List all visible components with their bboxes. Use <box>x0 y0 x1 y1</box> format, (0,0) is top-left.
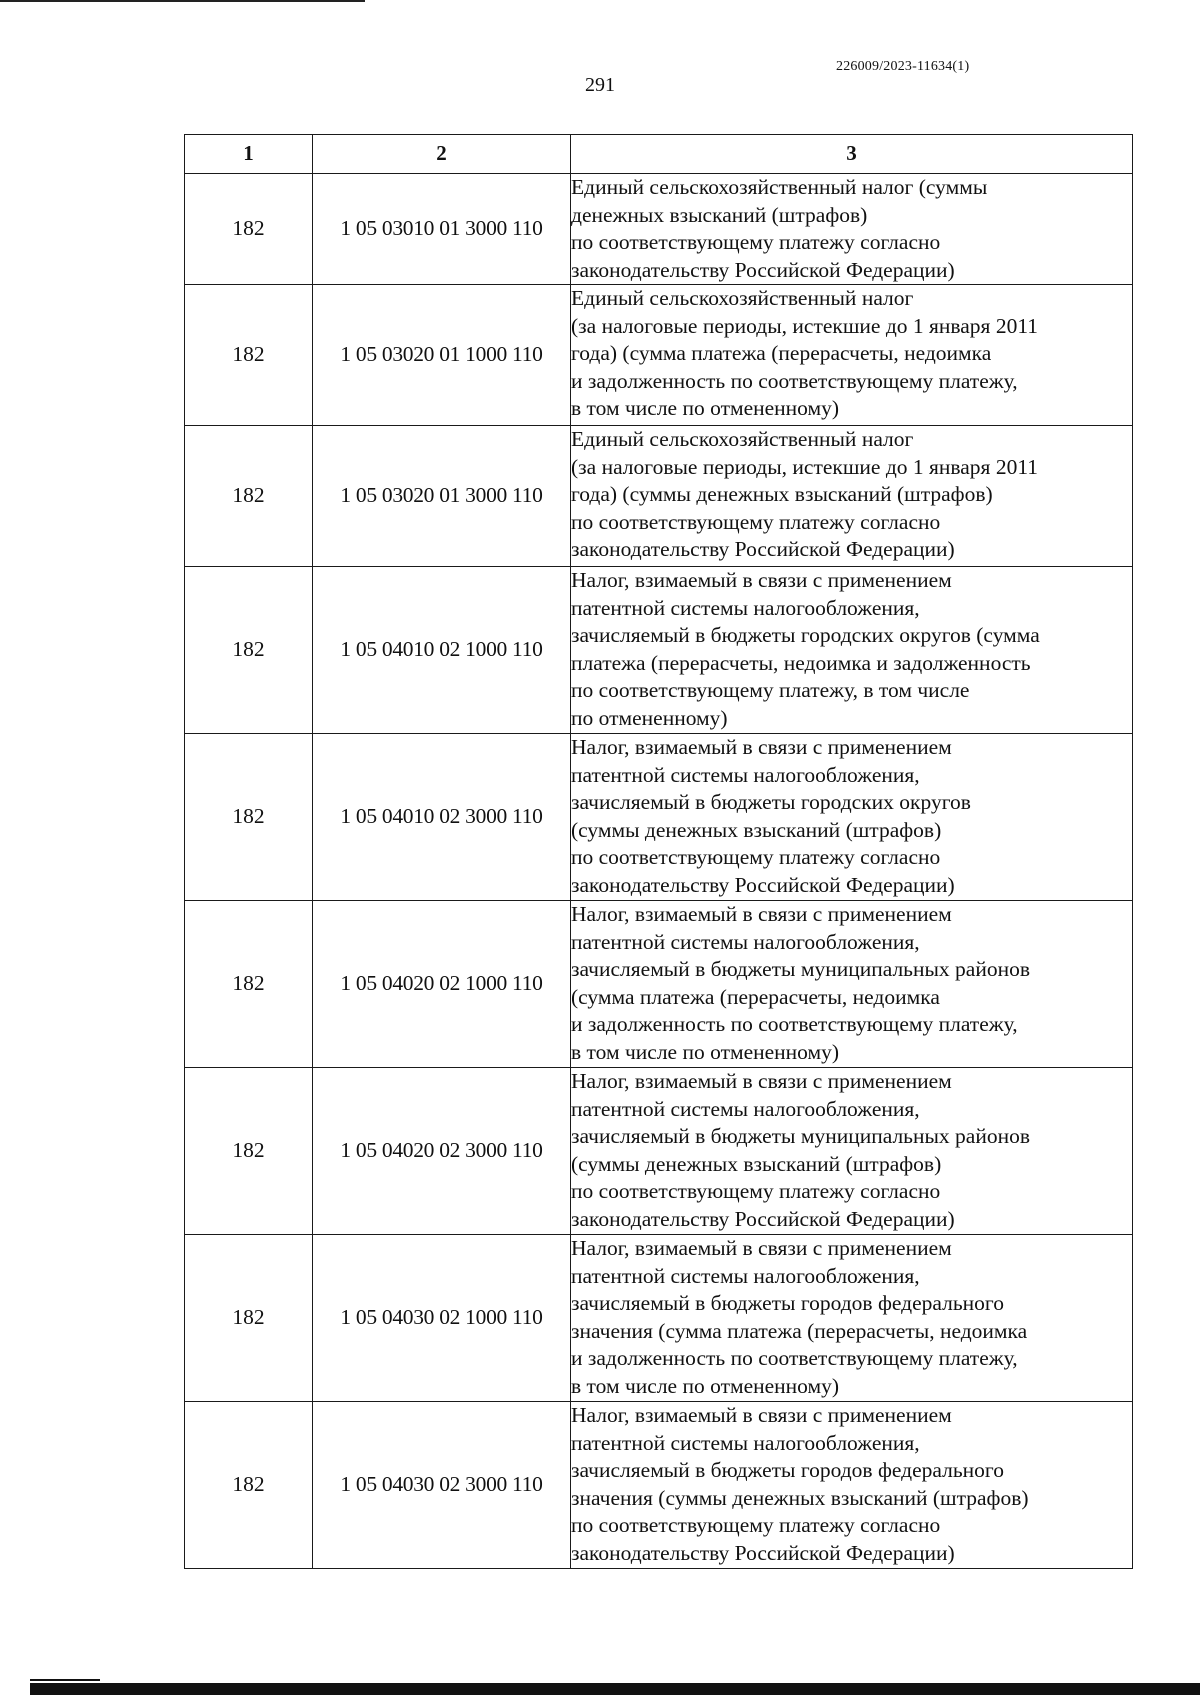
description-cell: Единый сельскохозяйственный налог (за налоговые периоды, истекшие до 1 января 2011 года) (суммы денежных взысканий (штрафов) по соответствующему платежу согласно законодательству Российской Федерации) <box>571 426 1133 567</box>
column-header-1: 1 <box>185 135 313 174</box>
admin-code-cell: 182 <box>185 901 313 1068</box>
admin-code-cell: 182 <box>185 285 313 426</box>
description-cell: Единый сельскохозяйственный налог (суммы денежных взысканий (штрафов) по соответствующему платежу согласно законодательству Российской Федерации) <box>571 174 1133 285</box>
table-row <box>185 901 1133 1068</box>
table-row <box>185 285 1133 426</box>
admin-code-cell: 182 <box>185 426 313 567</box>
description-cell: Налог, взимаемый в связи с применением патентной системы налогообложения, зачисляемый в бюджеты городских округов (сумма платежа (перерасчеты, недоимка и задолженность по соответствующему платежу, в том числе по отмененному) <box>571 567 1133 734</box>
classification-code-cell: 1 05 03020 01 1000 110 <box>313 285 571 426</box>
page-number: 291 <box>585 74 615 96</box>
classification-code-cell: 1 05 04010 02 3000 110 <box>313 734 571 901</box>
classification-code-cell: 1 05 04030 02 1000 110 <box>313 1235 571 1402</box>
admin-code-cell: 182 <box>185 174 313 285</box>
document-id: 226009/2023-11634(1) <box>836 59 970 74</box>
classification-code-cell: 1 05 03010 01 3000 110 <box>313 174 571 285</box>
classification-code-cell: 1 05 04030 02 3000 110 <box>313 1402 571 1569</box>
table-row <box>185 734 1133 901</box>
column-header-2: 2 <box>313 135 571 174</box>
table-row <box>185 1068 1133 1235</box>
table-row <box>185 1235 1133 1402</box>
budget-classification-table <box>184 134 1133 1569</box>
table-row <box>185 426 1133 567</box>
table-row <box>185 174 1133 285</box>
description-cell: Единый сельскохозяйственный налог (за налоговые периоды, истекшие до 1 января 2011 года) (сумма платежа (перерасчеты, недоимка и задолженность по соответствующему платежу, в том числе по отмененному) <box>571 285 1133 426</box>
admin-code-cell: 182 <box>185 567 313 734</box>
scan-artifact-top-line <box>0 0 365 2</box>
admin-code-cell: 182 <box>185 1402 313 1569</box>
admin-code-cell: 182 <box>185 734 313 901</box>
table-header-row <box>185 135 1133 174</box>
table-row <box>185 1402 1133 1569</box>
classification-code-cell: 1 05 04020 02 1000 110 <box>313 901 571 1068</box>
description-cell: Налог, взимаемый в связи с применением патентной системы налогообложения, зачисляемый в бюджеты городских округов (суммы денежных взысканий (штрафов) по соответствующему платежу согласно законодательству Российской Федерации) <box>571 734 1133 901</box>
column-header-3: 3 <box>571 135 1133 174</box>
description-cell: Налог, взимаемый в связи с применением патентной системы налогообложения, зачисляемый в бюджеты городов федерального значения (сумма платежа (перерасчеты, недоимка и задолженность по соответствующему платежу, в том числе по отмененному) <box>571 1235 1133 1402</box>
admin-code-cell: 182 <box>185 1235 313 1402</box>
classification-code-cell: 1 05 03020 01 3000 110 <box>313 426 571 567</box>
description-cell: Налог, взимаемый в связи с применением патентной системы налогообложения, зачисляемый в бюджеты городов федерального значения (суммы денежных взысканий (штрафов) по соответствующему платежу согласно законодательству Российской Федерации) <box>571 1402 1133 1569</box>
admin-code-cell: 182 <box>185 1068 313 1235</box>
classification-code-cell: 1 05 04020 02 3000 110 <box>313 1068 571 1235</box>
scan-artifact-bottom-band <box>30 1683 1200 1695</box>
table-row <box>185 567 1133 734</box>
description-cell: Налог, взимаемый в связи с применением патентной системы налогообложения, зачисляемый в бюджеты муниципальных районов (суммы денежных взысканий (штрафов) по соответствующему платежу согласно законодательству Российской Федерации) <box>571 1068 1133 1235</box>
classification-code-cell: 1 05 04010 02 1000 110 <box>313 567 571 734</box>
description-cell: Налог, взимаемый в связи с применением патентной системы налогообложения, зачисляемый в бюджеты муниципальных районов (сумма платежа (перерасчеты, недоимка и задолженность по соответствующему платежу, в том числе по отмененному) <box>571 901 1133 1068</box>
